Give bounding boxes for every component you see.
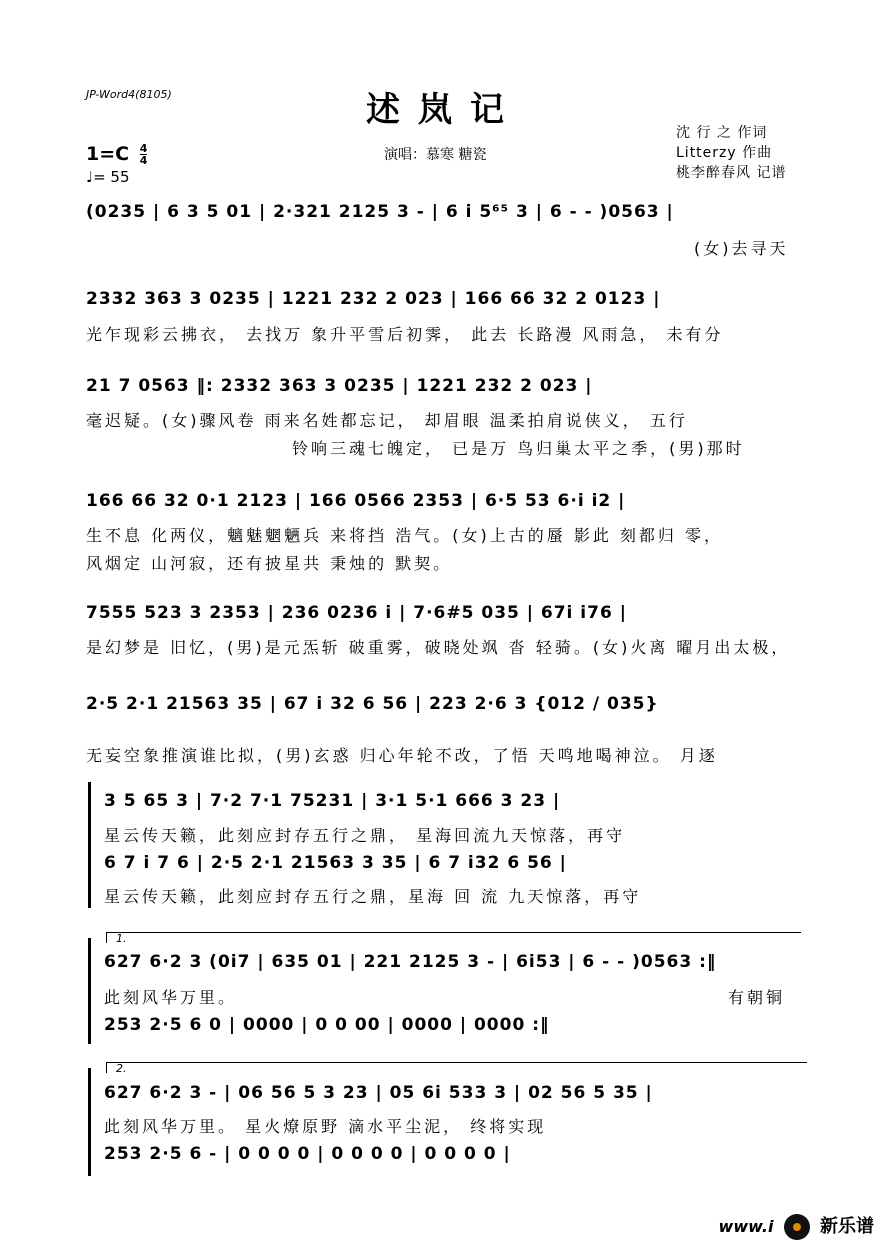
volta-label: 1. bbox=[116, 932, 127, 945]
lyric-line: 光乍现彩云拂衣， 去找万 象升平雪后初霁， 此去 长路漫 风雨急， 未有分 bbox=[86, 325, 724, 344]
volta-bracket bbox=[106, 1062, 807, 1073]
singer-credit: 演唱：慕寒 糖瓷 bbox=[384, 147, 487, 163]
lyric-line: 星云传天籁，此刻应封存五行之鼎， 星海回流九天惊落，再守 bbox=[104, 826, 626, 845]
time-top: 4 bbox=[139, 142, 148, 155]
notation-row-female: 3 5 65 3 | 7·2 7·1 75231 | 3·1 5·1 666 3 23 | bbox=[104, 791, 561, 811]
notation-row: 7555 523 3 2353 | 236 0236 i | 7·6#5 035 | 67i i76 | bbox=[86, 603, 627, 623]
key-label: 1=C bbox=[86, 143, 130, 165]
lyric-line: 是幻梦是 旧忆，(男)是元炁斩 破重雾，破晓处飒 沓 轻骑。(女)火离 曜月出太极， bbox=[86, 638, 791, 657]
lyric-line: (女)去寻天 bbox=[694, 239, 789, 258]
tempo-mark: ♩= 55 bbox=[86, 168, 130, 186]
notation-row: 21 7 0563 ‖: 2332 363 3 0235 | 1221 232 2 023 | bbox=[86, 376, 593, 396]
duet-bracket bbox=[88, 782, 91, 908]
lyric-line: 风烟定 山河寂，还有披星共 秉烛的 默契。 bbox=[86, 554, 453, 573]
notation-row-male: 253 2·5 6 0 | 0000 | 0 0 00 | 0000 | 0000 :‖ bbox=[104, 1015, 550, 1035]
page-title: 述岚记 bbox=[366, 90, 522, 130]
lyric-line: 毫迟疑。(女)骤风卷 雨来名姓都忘记， 却眉眼 温柔拍肩说侠义， 五行 bbox=[86, 411, 688, 430]
composer-credit: Litterzy 作曲 bbox=[676, 145, 773, 161]
watermark-url[interactable]: www.i bbox=[718, 1217, 774, 1236]
lyric-line: 无妄空象推演谁比拟，(男)玄惑 归心年轮不改，了悟 天鸣地喝神泣。 月逐 bbox=[86, 746, 718, 765]
record-disc-icon bbox=[784, 1214, 810, 1240]
lyricist-credit: 沈 行 之 作词 bbox=[676, 125, 768, 141]
lyric-line: 此刻风华万里。 星火燎原野 滴水平尘泥， 终将实现 bbox=[104, 1117, 547, 1136]
notation-row-male: 6 7 i 7 6 | 2·5 2·1 21563 3 35 | 6 7 i32 6 56 | bbox=[104, 853, 567, 873]
volta-label: 2. bbox=[116, 1062, 127, 1075]
watermark[interactable] bbox=[719, 1212, 874, 1240]
time-signature bbox=[140, 143, 148, 166]
time-bottom: 4 bbox=[139, 154, 148, 167]
watermark-brand: 新乐谱 bbox=[820, 1216, 874, 1237]
notation-row: (0235 | 6 3 5 01 | 2·321 2125 3 - | 6 i 5⁶⁵ 3 | 6 - - )0563 | bbox=[86, 202, 674, 222]
volta-bracket bbox=[106, 932, 801, 943]
notation-row: 2332 363 3 0235 | 1221 232 2 023 | 166 66 32 2 0123 | bbox=[86, 289, 661, 309]
duet-bracket bbox=[88, 1068, 91, 1176]
lyric-line: 星云传天籁，此刻应封存五行之鼎，星海 回 流 九天惊落，再守 bbox=[104, 887, 642, 906]
transcriber-credit: 桃李醉春风 记谱 bbox=[676, 165, 787, 181]
notation-row-female: 627 6·2 3 (0i7 | 635 01 | 221 2125 3 - | 6i53 | 6 - - )0563 :‖ bbox=[104, 952, 717, 972]
software-version: JP-Word4(8105) bbox=[86, 88, 172, 101]
lyric-line: 此刻风华万里。 bbox=[104, 988, 238, 1007]
duet-bracket bbox=[88, 938, 91, 1044]
key-signature bbox=[86, 143, 147, 166]
notation-row: 2·5 2·1 21563 35 | 67 i 32 6 56 | 223 2·6 3 {012 / 035} bbox=[86, 694, 659, 714]
lyric-line: 铃响三魂七魄定， 已是万 鸟归巢太平之季，(男)那时 bbox=[292, 439, 745, 458]
notation-row-male: 253 2·5 6 - | 0 0 0 0 | 0 0 0 0 | 0 0 0 0 | bbox=[104, 1144, 511, 1164]
lyric-line: 有朝铜 bbox=[728, 988, 786, 1007]
notation-row: 166 66 32 0·1 2123 | 166 0566 2353 | 6·5 53 6·i i2 | bbox=[86, 491, 626, 511]
lyric-line: 生不息 化两仪，魑魅魍魉兵 来将挡 浩气。(女)上古的蜃 影此 刻都归 零， bbox=[86, 526, 724, 545]
notation-row-female: 627 6·2 3 - | 06 56 5 3 23 | 05 6i 533 3 | 02 56 5 35 | bbox=[104, 1083, 653, 1103]
